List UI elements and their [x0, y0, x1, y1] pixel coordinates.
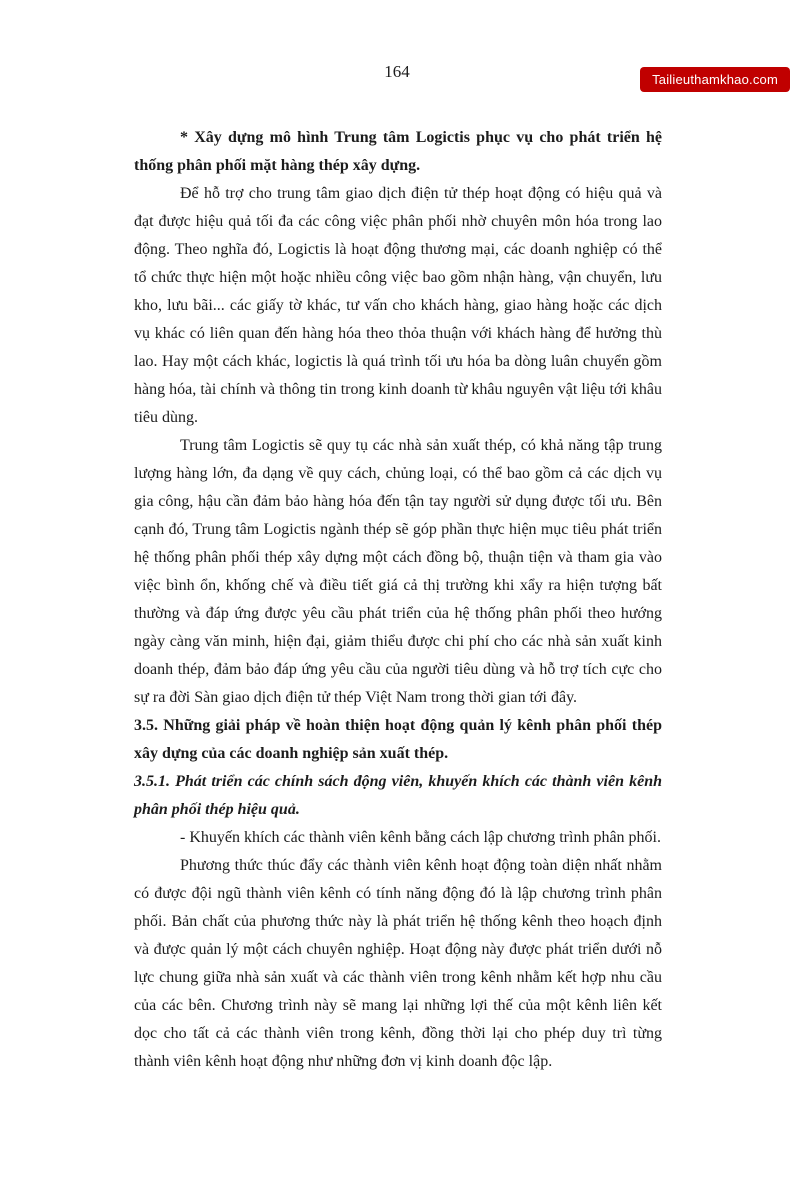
paragraph: Phương thức thúc đẩy các thành viên kênh hoạt động toàn diện nhất nhằm có được đội ngũ thành viên kênh có tính năng động đó là lập chương trình phân phối. Bản chất của phương thức này là phát triển hệ thống kênh theo hoạch định và được quản lý một cách chuyên nghiệp. Hoạt động này được phát triển dưới nỗ lực chung giữa nhà sản xuất và các thành viên trong kênh nhằm kết hợp nhu cầu của các bên. Chương trình này sẽ mang lại những lợi thế của một kênh liên kết dọc cho tất cả các thành viên trong kênh, đồng thời lại cho phép duy trì từng thành viên kênh hoạt động như những đơn vị kinh doanh độc lập.	[134, 857, 662, 1070]
section-heading-3-5: 3.5. Những giải pháp về hoàn thiện hoạt động quản lý kênh phân phối thép xây dựng của các doanh nghiệp sản xuất thép.	[134, 717, 662, 762]
heading-logictis-center: * Xây dựng mô hình Trung tâm Logictis phục vụ cho phát triển hệ thống phân phối mặt hàng thép xây dựng.	[134, 129, 662, 174]
watermark-site-badge[interactable]: Tailieuthamkhao.com	[640, 67, 790, 92]
paragraph: - Khuyến khích các thành viên kênh bằng cách lập chương trình phân phối.	[180, 829, 661, 846]
paragraph: Trung tâm Logictis sẽ quy tụ các nhà sản xuất thép, có khả năng tập trung lượng hàng lớn, đa dạng về quy cách, chủng loại, có thể bao gồm cả các dịch vụ gia công, hậu cần đảm bảo hàng hóa đến tận tay người sử dụng được tối ưu. Bên cạnh đó, Trung tâm Logictis ngành thép sẽ góp phần thực hiện mục tiêu phát triển hệ thống phân phối thép xây dựng một cách đồng bộ, thuận tiện và tham gia vào việc bình ổn, khống chế và điều tiết giá cả thị trường khi xẩy ra hiện tượng bất thường và đáp ứng được yêu cầu phát triển của hệ thống phân phối theo hướng ngày càng văn minh, hiện đại, giảm thiểu được chi phí cho các nhà sản xuất kinh doanh thép, đảm bảo đáp ứng yêu cầu của người tiêu dùng và hỗ trợ tích cực cho sự ra đời Sàn giao dịch điện tử thép Việt Nam trong thời gian tới đây.	[134, 437, 662, 706]
section-heading-3-5-1: 3.5.1. Phát triển các chính sách động viên, khuyến khích các thành viên kênh phân phối thép hiệu quả.	[134, 773, 662, 818]
document-body	[134, 124, 662, 1076]
paragraph: Để hỗ trợ cho trung tâm giao dịch điện tử thép hoạt động có hiệu quả và đạt được hiệu quả tối đa các công việc phân phối nhờ chuyên môn hóa trong lao động. Theo nghĩa đó, Logictis là hoạt động thương mại, các doanh nghiệp có thể tổ chức thực hiện một hoặc nhiều công việc bao gồm nhận hàng, vận chuyển, lưu kho, lưu bãi... các giấy tờ khác, tư vấn cho khách hàng, giao hàng hoặc các dịch vụ khác có liên quan đến hàng hóa theo thỏa thuận với khách hàng để hưởng thù lao. Hay một cách khác, logictis là quá trình tối ưu hóa ba dòng luân chuyển gồm hàng hóa, tài chính và thông tin trong kinh doanh từ khâu nguyên vật liệu tới khâu tiêu dùng.	[134, 185, 662, 426]
page-number: 164	[384, 62, 410, 81]
